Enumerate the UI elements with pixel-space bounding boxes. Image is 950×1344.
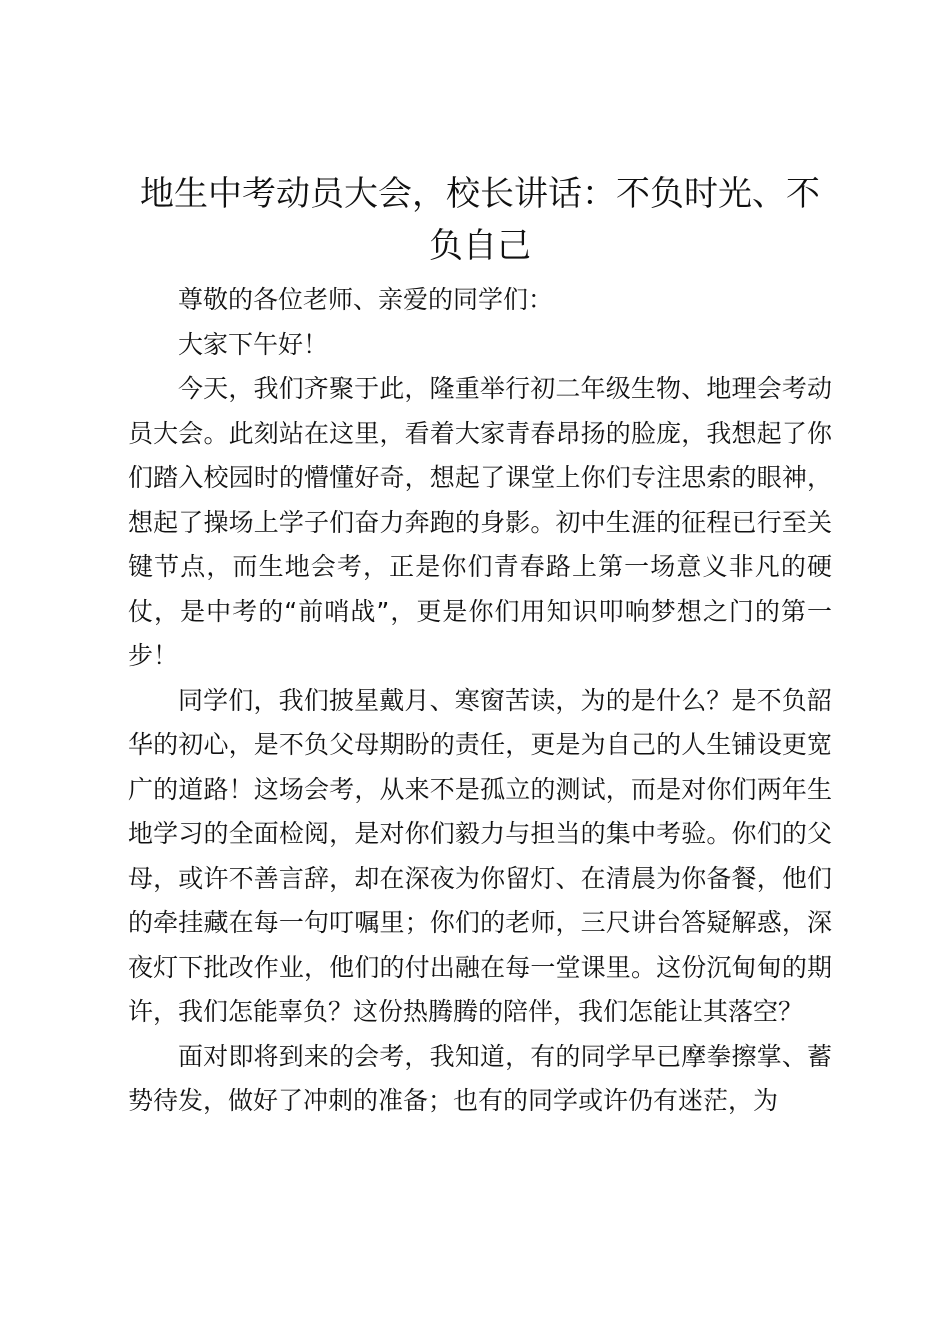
document-title: 地生中考动员大会，校长讲话：不负时光、不负自己 [140,174,820,266]
salutation-paragraph: 尊敬的各位老师、亲爱的同学们： [178,285,554,314]
body-paragraph: 今天，我们齐聚于此，隆重举行初二年级生物、地理会考动员大会。此刻站在这里，看着大家青春昂扬的脸庞，我想起了你们踏入校园时的懵懂好奇，想起了课堂上你们专注思索的眼神，想起了操场上学子们奋力奔跑的身影。初中生涯的征程已行至关键节点，而生地会考，正是你们青春路上第一场意义非凡的硬仗，是中考的“前哨战”，更是你们用知识叩响梦想之门的第一步！ [128,374,832,670]
greeting-paragraph: 大家下午好！ [178,329,329,359]
body-paragraph: 同学们，我们披星戴月、寒窗苦读，为的是什么？是不负韶华的初心，是不负父母期盼的责任，更是为自己的人生铺设更宽广的道路！这场会考，从来不是孤立的测试，而是对你们两年生地学习的全面检阅，是对你们毅力与担当的集中考验。你们的父母，或许不善言辞，却在深夜为你留灯、在清晨为你备餐，他们的牵挂藏在每一句叮嘱里；你们的老师，三尺讲台答疑解惑，深夜灯下批改作业，他们的付出融在每一堂课里。这份沉甸甸的期许，我们怎能辜负？这份热腾腾的陪伴，我们怎能让其落空？ [128,685,832,1026]
body-paragraph: 面对即将到来的会考，我知道，有的同学早已摩拳擦掌、蓄势待发，做好了冲刺的准备；也有的同学或许仍有迷茫，为 [128,1041,832,1115]
document-page [128,168,832,1124]
document-body [128,278,832,1124]
